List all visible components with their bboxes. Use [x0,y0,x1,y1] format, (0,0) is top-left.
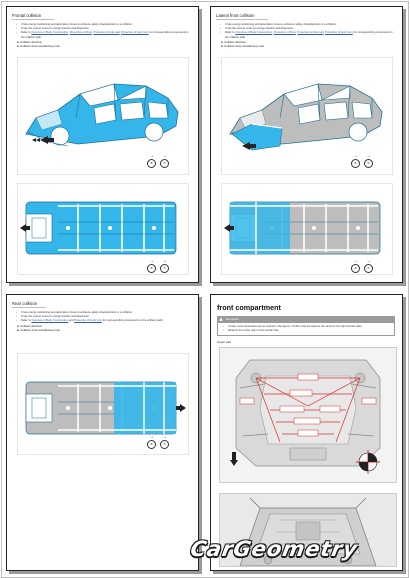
description-item: • It has energy cushioning and absorption zones to enhance safety characteristics in a collision. [219,23,397,27]
description-item: • It has the correct route for energy transfer and dispersion. [15,315,193,319]
legend-b: b [364,159,373,168]
arrow-icon: → [149,434,154,440]
legend-navigation [147,435,169,449]
description-list [15,311,193,332]
legend-a: a [147,264,156,273]
step-a: a. Collision direction [17,323,43,328]
arrow-icon: → [162,434,167,440]
arrow-icon: → [149,258,154,264]
step-b: b. Collision force transferring route [17,44,60,49]
refer-item: • Refer to Overview of Body Construction, Prevention of Rust, Protection of side wall, Protection of body form for corresponding components in the collision path. [219,31,397,39]
arrow-icon: → [353,258,358,264]
legend-b: b [160,159,169,168]
sheet-title: Frontal collision [12,13,54,20]
arrow-icon: → [149,153,154,159]
legend-a: a [147,440,156,449]
frontal-collision-sheet [6,6,199,283]
refer-item: • Refer to Overview of Body Construction, Prevention of Rust, Protection of side wall, Protection of body form for corresponding components in the collision path. [15,31,193,39]
refer-item: • Refer to Overview of Body Construction and Protection of body form for corresponding components in the collision path. [15,319,193,323]
description-item: • It has energy cushioning and absorption zones to enhance safety characteristics in a collision. [15,23,193,27]
legend-navigation [351,259,373,273]
arrow-icon: → [366,258,371,264]
step-b: b. Collision force transferring route [17,328,60,333]
watermark-logo: CarGeometry [188,537,360,561]
link-body-form[interactable]: Protection of body form [324,31,353,35]
arrow-icon: → [353,153,358,159]
reminder-item: • Measure the center point of the circular hole. [222,329,390,333]
legend-a: a [351,159,360,168]
lower-structure-illustration [219,493,397,567]
description-list [15,23,193,49]
legend-a: a [351,264,360,273]
collision-direction-icon [176,404,186,412]
legend-navigation [147,154,169,168]
legend-a: a [147,159,156,168]
step-a: a. Collision direction [17,39,43,44]
link-prevention-of-rust[interactable]: Prevention of Rust [69,31,92,35]
front-compartment-diagram [220,348,396,482]
reminder-header: Reminder [217,316,395,322]
step-a: a. Collision direction [221,39,247,44]
description-item: • It has the correct route for energy transfer and dispersion. [15,27,193,31]
link-body-construction[interactable]: Overview of Body Construction [235,31,273,35]
body-structure-photo [220,494,396,566]
link-prevention-of-rust[interactable]: Prevention of Rust [273,31,296,35]
section-subtitle: Upper part [217,340,232,344]
description-list [219,23,397,49]
sheet-title: Lateral front collision [216,13,268,20]
legend-b: b [364,264,373,273]
link-body-construction[interactable]: Overview of Body Construction [31,319,69,323]
sheet-title: Rear collision [12,301,46,308]
arrow-icon: → [162,258,167,264]
link-body-form[interactable]: Protection of body form [74,319,102,323]
step-b: b. Collision force transferring route [221,44,264,49]
legend-navigation [351,154,373,168]
link-body-construction[interactable]: Overview of Body Construction [31,31,69,35]
legend-navigation [147,259,169,273]
link-body-form[interactable]: Protection of body form [120,31,149,35]
link-side-wall[interactable]: Protection of side wall [93,31,120,35]
warning-icon [219,317,223,321]
legend-b: b [160,264,169,273]
reminder-body [217,322,395,336]
link-side-wall[interactable]: Protection of side wall [297,31,324,35]
rear-collision-sheet [6,294,199,571]
arrow-icon: → [162,153,167,159]
description-item: • It has the correct route for energy transfer and dispersion. [219,27,397,31]
page-title: front compartment [217,303,281,312]
arrow-icon: → [366,153,371,159]
upper-dimensions-illustration [219,347,397,483]
legend-b: b [160,440,169,449]
front-compartment-sheet [210,294,403,571]
description-item: • It has energy cushioning and absorption zones to enhance safety characteristics in a collision. [15,311,193,315]
lateral-front-collision-sheet [210,6,403,283]
reminder-item: • If used, some dimensions are as marked in the figures. Confirm that the data are the same for the right and left sides. [222,325,390,329]
